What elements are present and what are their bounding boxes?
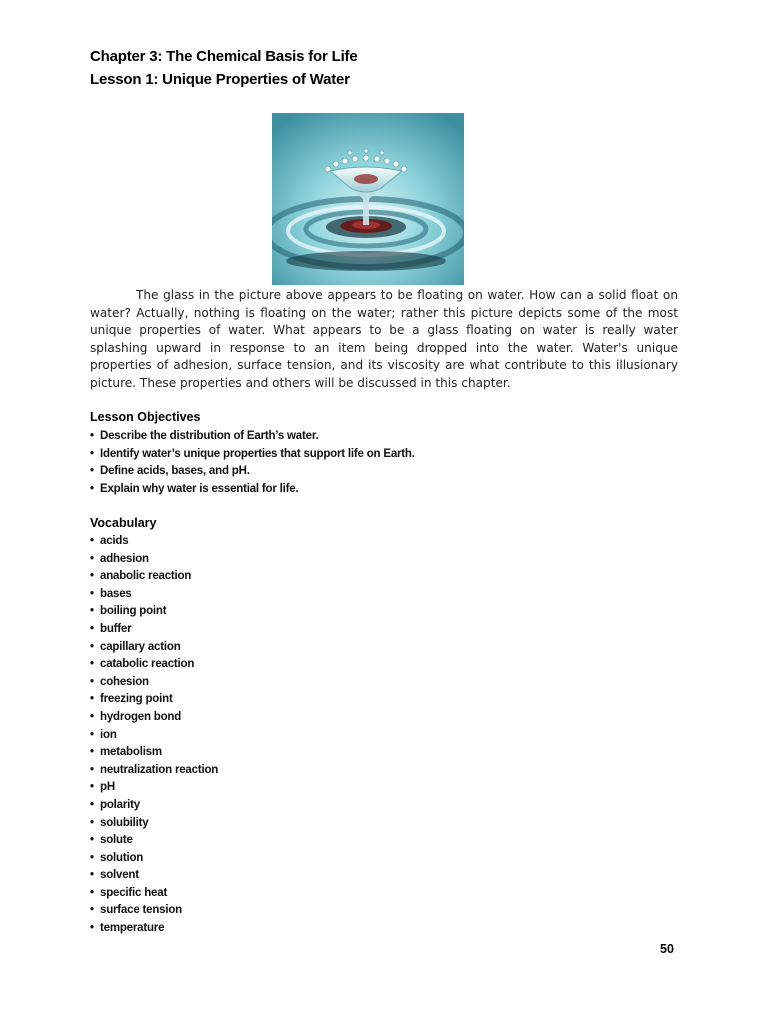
- vocab-item: • cohesion: [90, 674, 218, 692]
- bullet-icon: •: [90, 587, 94, 600]
- vocab-item: • surface tension: [90, 902, 218, 920]
- list-item: • Explain why water is essential for life.: [90, 481, 415, 499]
- bullet-icon: •: [90, 710, 94, 723]
- vocab-item: • bases: [90, 586, 218, 604]
- vocab-item: • capillary action: [90, 639, 218, 657]
- list-item: • Describe the distribution of Earth’s water.: [90, 428, 415, 446]
- bullet-icon: •: [90, 834, 94, 847]
- bullet-icon: •: [90, 869, 94, 882]
- bullet-icon: •: [90, 658, 94, 671]
- bullet-icon: •: [90, 482, 94, 495]
- bullet-icon: •: [90, 693, 94, 706]
- objectives-heading: Lesson Objectives: [90, 410, 201, 424]
- vocab-item: • neutralization reaction: [90, 762, 218, 780]
- water-splash-photo: [272, 113, 464, 285]
- bullet-icon: •: [90, 922, 94, 935]
- lesson-title: Lesson 1: Unique Properties of Water: [90, 71, 350, 88]
- vocab-item: • temperature: [90, 920, 218, 938]
- bullet-icon: •: [90, 886, 94, 899]
- page-number: 50: [660, 942, 674, 956]
- bullet-icon: •: [90, 816, 94, 829]
- bullet-icon: •: [90, 904, 94, 917]
- vocab-item: • ion: [90, 727, 218, 745]
- bullet-icon: •: [90, 465, 94, 477]
- vocab-item: • solute: [90, 832, 218, 850]
- list-item: • Define acids, bases, and pH.: [90, 463, 415, 481]
- bullet-icon: •: [90, 763, 94, 776]
- bullet-icon: •: [90, 430, 94, 442]
- vocab-item: • boiling point: [90, 603, 218, 621]
- vocab-item: • solubility: [90, 815, 218, 833]
- vocab-item: • metabolism: [90, 744, 218, 762]
- bullet-icon: •: [90, 535, 94, 547]
- chapter-title: Chapter 3: The Chemical Basis for Life: [90, 48, 358, 65]
- bullet-icon: •: [90, 798, 94, 811]
- objectives-list: [90, 428, 415, 498]
- vocab-item: • catabolic reaction: [90, 656, 218, 674]
- vocab-item: • solution: [90, 850, 218, 868]
- vocab-item: • hydrogen bond: [90, 709, 218, 727]
- vocab-item: • freezing point: [90, 691, 218, 709]
- bullet-icon: •: [90, 640, 94, 653]
- vocab-item: • adhesion: [90, 551, 218, 569]
- bullet-icon: •: [90, 675, 94, 688]
- intro-paragraph: [90, 287, 678, 392]
- bullet-icon: •: [90, 622, 94, 635]
- vocab-item: • anabolic reaction: [90, 568, 218, 586]
- bullet-icon: •: [90, 781, 94, 794]
- vocab-item: • acids: [90, 533, 218, 551]
- bullet-icon: •: [90, 605, 94, 618]
- vocab-item: • solvent: [90, 867, 218, 885]
- vocab-item: • pH: [90, 779, 218, 797]
- list-item: • Identify water’s unique properties that support life on Earth.: [90, 446, 415, 464]
- bullet-icon: •: [90, 728, 94, 741]
- bullet-icon: •: [90, 851, 94, 864]
- bullet-icon: •: [90, 447, 94, 460]
- intro-text: The glass in the picture above appears to be floating on water. How can a solid float on water? Actually, nothing is floating on the water; rather this picture depicts some of the most unique properties of water. What appears to be a glass floating on water is really water splashing upward in response to an item being dropped into the water. Water's unique properties of adhesion, surface tension, and its viscosity are what contribute to this illusionary picture. These properties and others will be discussed in this chapter.: [90, 288, 678, 390]
- vocab-item: • polarity: [90, 797, 218, 815]
- vocabulary-heading: Vocabulary: [90, 516, 157, 530]
- vocab-item: • specific heat: [90, 885, 218, 903]
- bullet-icon: •: [90, 570, 94, 583]
- vocab-item: • buffer: [90, 621, 218, 639]
- bullet-icon: •: [90, 746, 94, 759]
- bullet-icon: •: [90, 552, 94, 565]
- vocabulary-list: [90, 533, 218, 938]
